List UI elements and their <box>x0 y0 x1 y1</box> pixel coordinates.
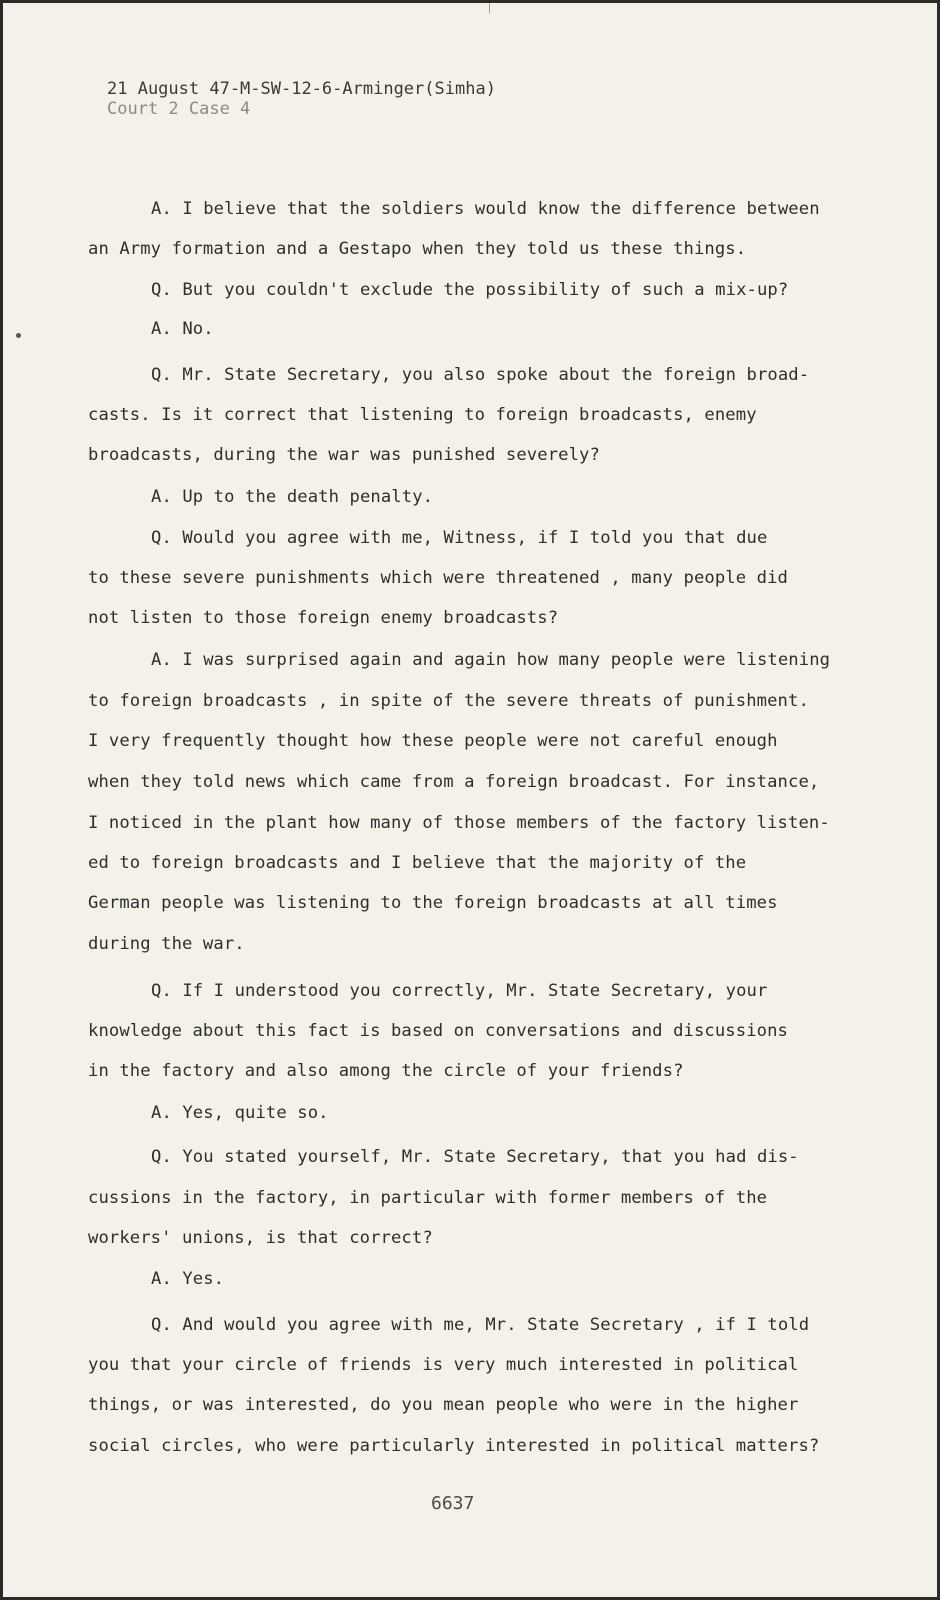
transcript-line: Q. But you couldn't exclude the possibility of such a mix-up? <box>151 280 789 300</box>
transcript-line: broadcasts, during the war was punished severely? <box>88 445 600 465</box>
transcript-line: not listen to those foreign enemy broadcasts? <box>88 608 559 628</box>
transcript-line: I noticed in the plant how many of those members of the factory listen- <box>88 813 830 833</box>
transcript-line: in the factory and also among the circle of your friends? <box>88 1061 684 1081</box>
transcript-line: workers' unions, is that correct? <box>88 1228 433 1248</box>
transcript-line: A. Up to the death penalty. <box>151 487 434 507</box>
scan-mark <box>489 3 490 13</box>
transcript-line: social circles, who were particularly interested in political matters? <box>88 1436 820 1456</box>
transcript-line: Q. And would you agree with me, Mr. State Secretary , if I told <box>151 1315 810 1335</box>
transcript-line: knowledge about this fact is based on conversations and discussions <box>88 1021 788 1041</box>
transcript-line: Q. If I understood you correctly, Mr. State Secretary, your <box>151 981 768 1001</box>
transcript-line: Q. Would you agree with me, Witness, if I told you that due <box>151 528 768 548</box>
transcript-line: casts. Is it correct that listening to foreign broadcasts, enemy <box>88 405 757 425</box>
transcript-line: A. Yes, quite so. <box>151 1103 329 1123</box>
transcript-line: to foreign broadcasts , in spite of the severe threats of punishment. <box>88 691 809 711</box>
transcript-line: I very frequently thought how these people were not careful enough <box>88 731 778 751</box>
transcript-line: you that your circle of friends is very much interested in political <box>88 1355 799 1375</box>
transcript-line: A. Yes. <box>151 1269 225 1289</box>
transcript-line: when they told news which came from a foreign broadcast. For instance, <box>88 772 820 792</box>
page-number: 6637 <box>431 1493 475 1514</box>
transcript-line: during the war. <box>88 934 245 954</box>
transcript-line: A. No. <box>151 319 214 339</box>
transcript-line: to these severe punishments which were threatened , many people did <box>88 568 788 588</box>
transcript-line: A. I was surprised again and again how many people were listening <box>151 650 831 670</box>
transcript-line: German people was listening to the foreign broadcasts at all times <box>88 893 778 913</box>
transcript-line: Q. You stated yourself, Mr. State Secretary, that you had dis- <box>151 1147 799 1167</box>
transcript-line: cussions in the factory, in particular with former members of the <box>88 1188 768 1208</box>
transcript-line: A. I believe that the soldiers would know the difference between <box>151 199 820 219</box>
scan-speck <box>16 333 21 338</box>
transcript-line: Q. Mr. State Secretary, you also spoke about the foreign broad- <box>151 365 810 385</box>
transcript-line: things, or was interested, do you mean people who were in the higher <box>88 1395 799 1415</box>
transcript-line: an Army formation and a Gestapo when they told us these things. <box>88 239 747 259</box>
document-header <box>107 79 496 119</box>
header-date-line: 21 August 47-M-SW-12-6-Arminger(Simha) <box>107 79 496 99</box>
header-court-line: Court 2 Case 4 <box>107 99 251 119</box>
transcript-line: ed to foreign broadcasts and I believe that the majority of the <box>88 853 747 873</box>
